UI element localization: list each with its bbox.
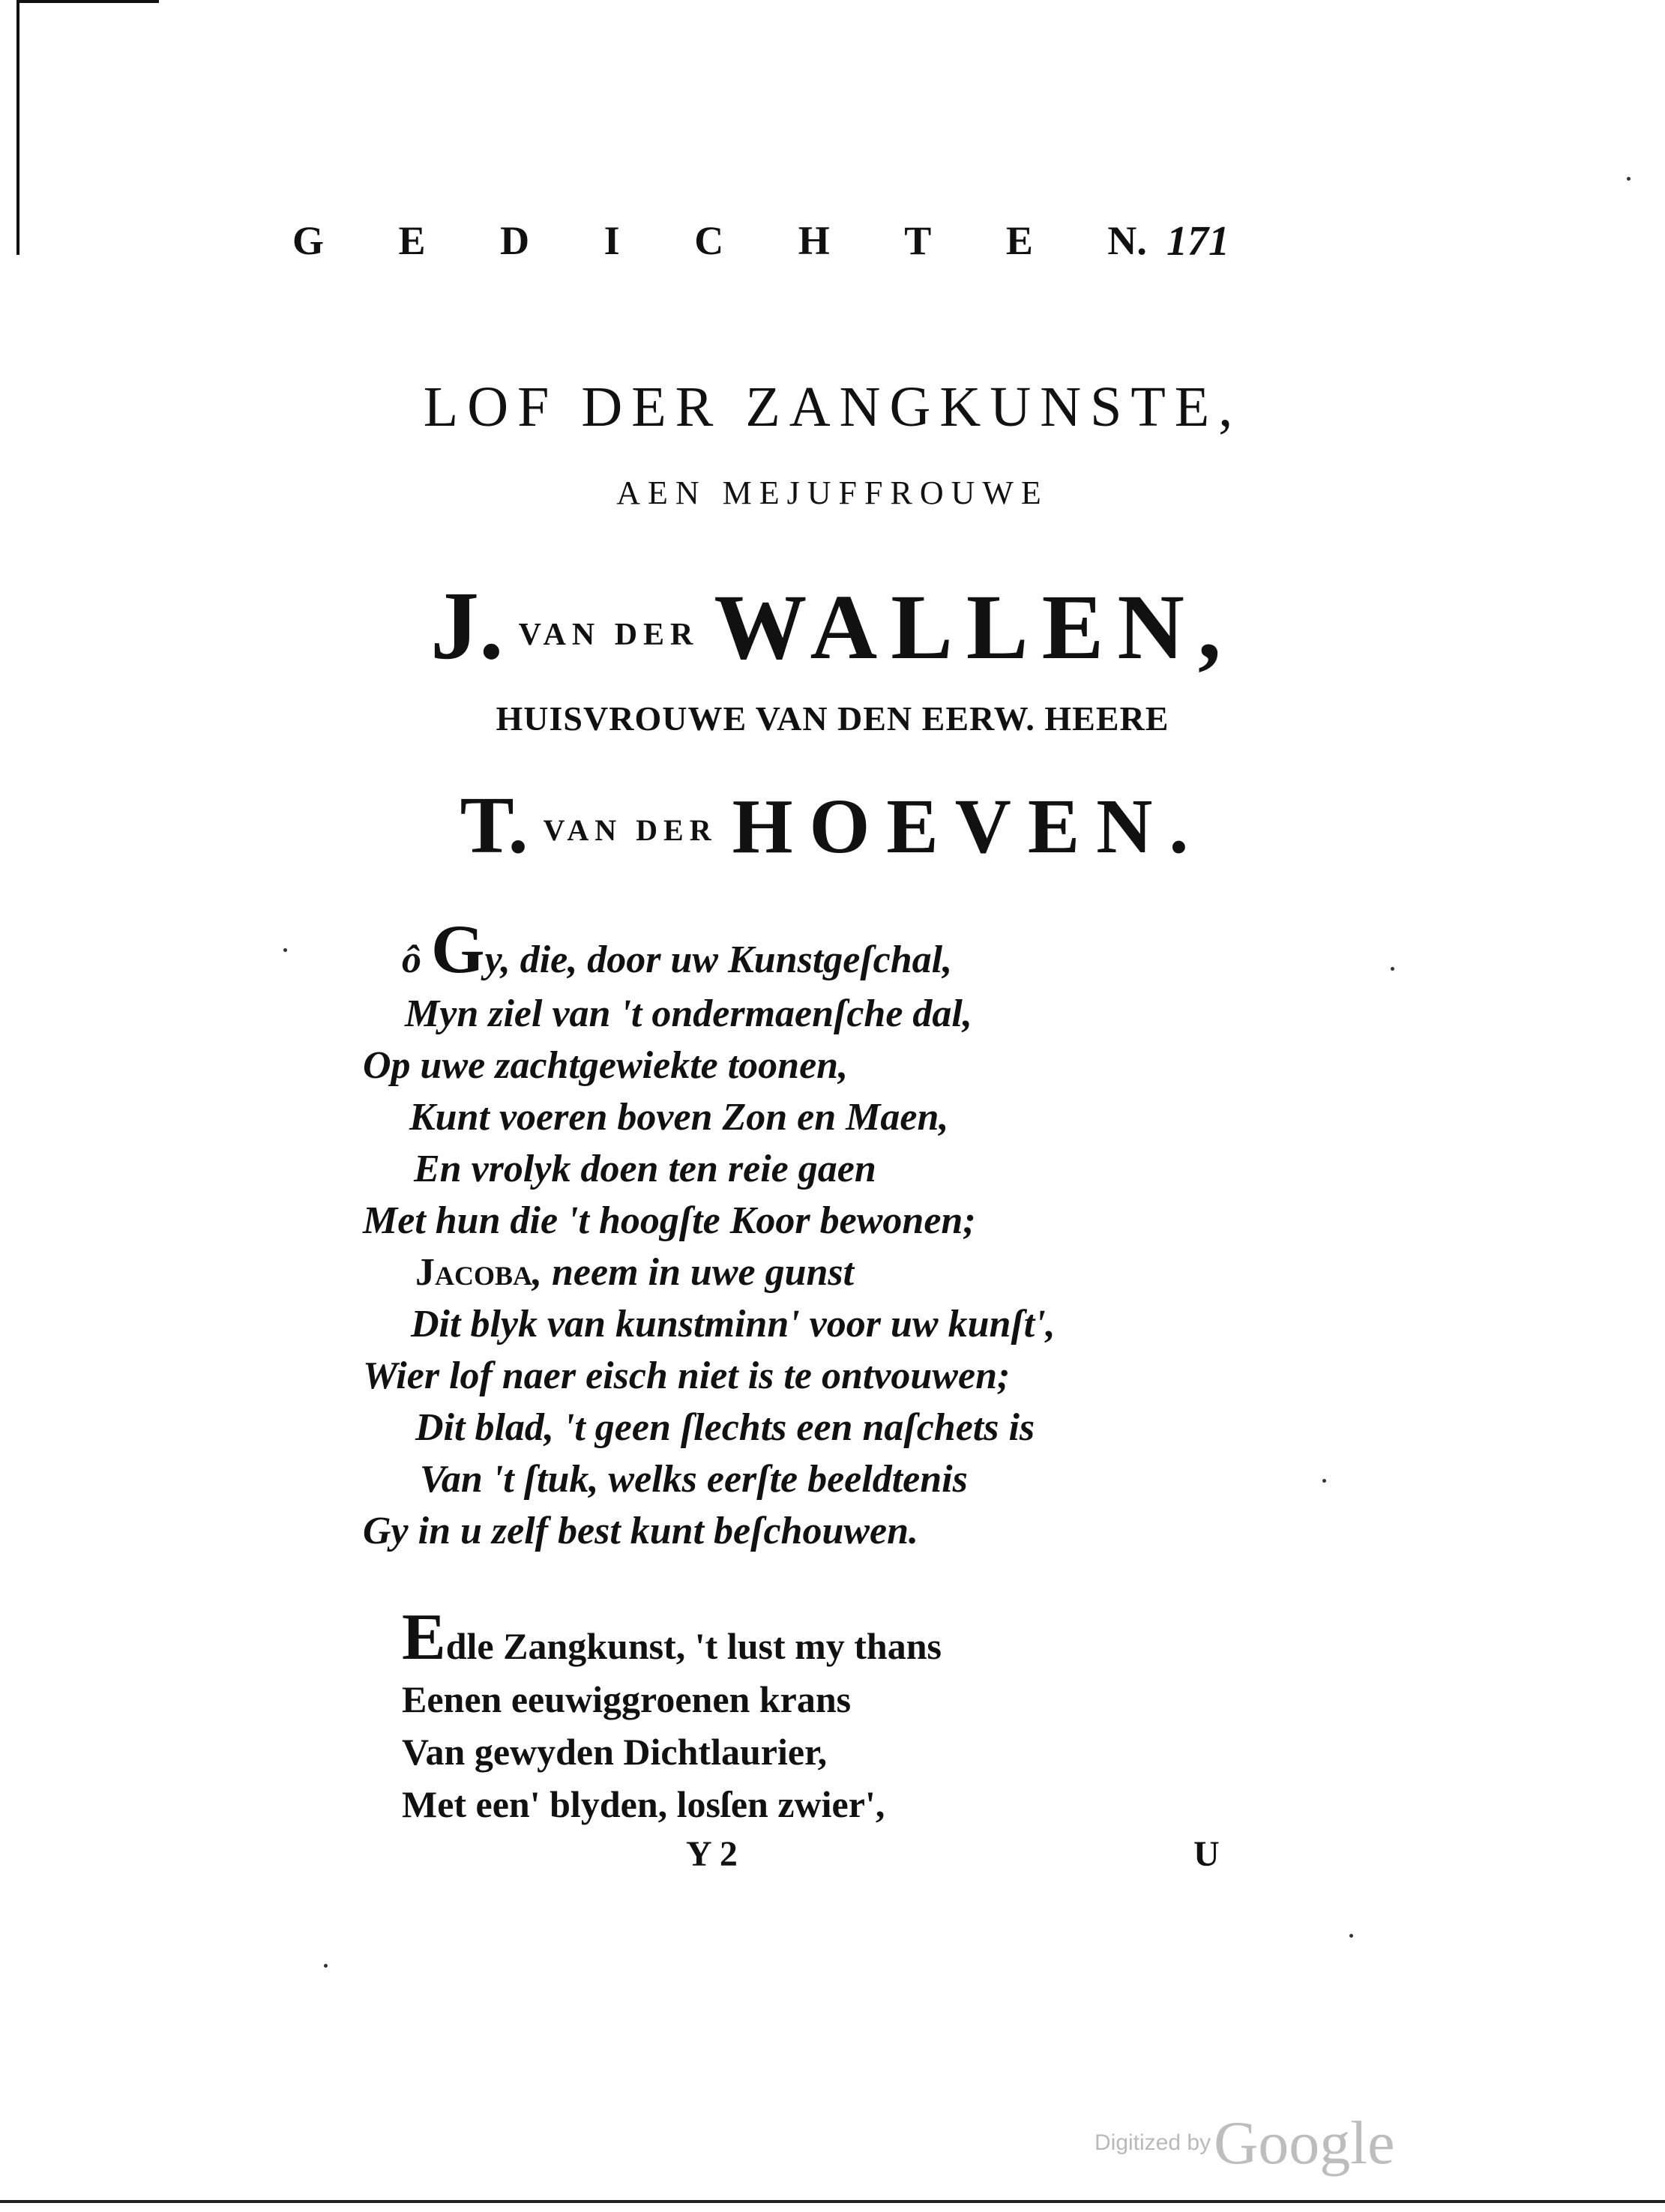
verse-line: Dit blad, 't geen ſlechts een naſchets is bbox=[415, 1406, 1035, 1449]
verse-line bbox=[402, 911, 953, 987]
watermark-prefix: Digitized by bbox=[1095, 2130, 1211, 2155]
verse-line: Van gewyden Dichtlaurier, bbox=[402, 1731, 828, 1773]
verse-line: Van 't ſtuk, welks eerſte beeldtenis bbox=[420, 1458, 968, 1501]
spouse-particle: VAN DER bbox=[543, 813, 717, 847]
digitized-watermark bbox=[1095, 2108, 1394, 2178]
spouse-surname: HOEVEN. bbox=[732, 783, 1205, 870]
spouse-descriptor: HUISVROUWE VAN DEN EERW. HEERE bbox=[496, 699, 1169, 738]
scan-speck bbox=[1322, 1479, 1326, 1483]
running-head bbox=[292, 217, 1229, 277]
google-logo: Google bbox=[1214, 2109, 1395, 2177]
verse-line: Gy in u zelf best kunt beſchouwen. bbox=[363, 1510, 919, 1552]
running-head-letter: N. bbox=[1107, 218, 1147, 263]
running-head-letter: C bbox=[694, 218, 724, 263]
running-head-letter: H bbox=[798, 218, 830, 263]
verse-line: Met hun die 't hoogſte Koor bewonen; bbox=[363, 1199, 976, 1242]
verse-name-jacoba: Jacoba bbox=[415, 1251, 533, 1294]
page-bottom-edge bbox=[0, 2200, 1665, 2203]
dedicatee-particle: VAN DER bbox=[518, 618, 699, 652]
scan-speck bbox=[324, 1964, 328, 1968]
verse-initial-capital: G bbox=[431, 911, 485, 987]
scan-speck bbox=[1349, 1934, 1353, 1938]
verse-line-text: dle Zangkunst, 't lust my thans bbox=[445, 1625, 942, 1667]
dedication-line: AEN MEJUFFROUWE bbox=[616, 474, 1049, 511]
signature-mark: Y 2 bbox=[686, 1834, 738, 1874]
verse-line: Met een' blyden, losſen zwier', bbox=[402, 1783, 885, 1825]
scan-speck bbox=[1391, 967, 1394, 971]
verse-line: Op uwe zachtgewiekte toonen, bbox=[363, 1044, 849, 1087]
catchword: U bbox=[1193, 1834, 1220, 1874]
running-head-letter: T bbox=[904, 218, 932, 263]
spouse-name bbox=[0, 780, 1665, 873]
poem-title: LOF DER ZANGKUNSTE, bbox=[423, 376, 1242, 439]
verse-line-text: y, die, door uw Kunstgeſchal, bbox=[484, 938, 953, 981]
running-head-letter: E bbox=[1005, 218, 1033, 263]
running-head-letter: D bbox=[500, 218, 530, 263]
binding-edge-line bbox=[16, 0, 19, 255]
verse-line: En vrolyk doen ten reie gaen bbox=[414, 1148, 876, 1190]
binding-top-line bbox=[16, 0, 159, 3]
verse-line: Dit blyk van kunstminn' voor uw kunſt', bbox=[411, 1303, 1056, 1345]
verse-line bbox=[402, 1601, 942, 1674]
verse-line: Kunt voeren boven Zon en Maen, bbox=[409, 1096, 949, 1139]
running-head-letter: I bbox=[603, 218, 620, 263]
verse-interjection: ô bbox=[402, 938, 421, 981]
verse-line: Wier lof naer eisch niet is te ontvouwen; bbox=[363, 1354, 1011, 1397]
verse-line bbox=[415, 1247, 854, 1298]
verse-line: Eenen eeuwiggroenen krans bbox=[402, 1678, 852, 1720]
spouse-initial: T. bbox=[460, 781, 529, 870]
verse-line: Myn ziel van 't ondermaenſche dal, bbox=[405, 992, 972, 1035]
scan-speck bbox=[1627, 177, 1631, 181]
verse-initial-capital: E bbox=[402, 1601, 446, 1674]
running-head-letter: G bbox=[292, 218, 325, 263]
dedicatee-initial: J. bbox=[430, 572, 504, 680]
dedicatee-surname: WALLEN, bbox=[714, 576, 1235, 678]
verse-line-text: , neem in uwe gunst bbox=[532, 1251, 855, 1294]
running-head-title bbox=[292, 217, 1147, 264]
running-head-letter: E bbox=[398, 218, 426, 263]
dedicatee-name bbox=[0, 570, 1665, 682]
page-number: 171 bbox=[1166, 218, 1229, 265]
scan-speck bbox=[283, 948, 287, 952]
